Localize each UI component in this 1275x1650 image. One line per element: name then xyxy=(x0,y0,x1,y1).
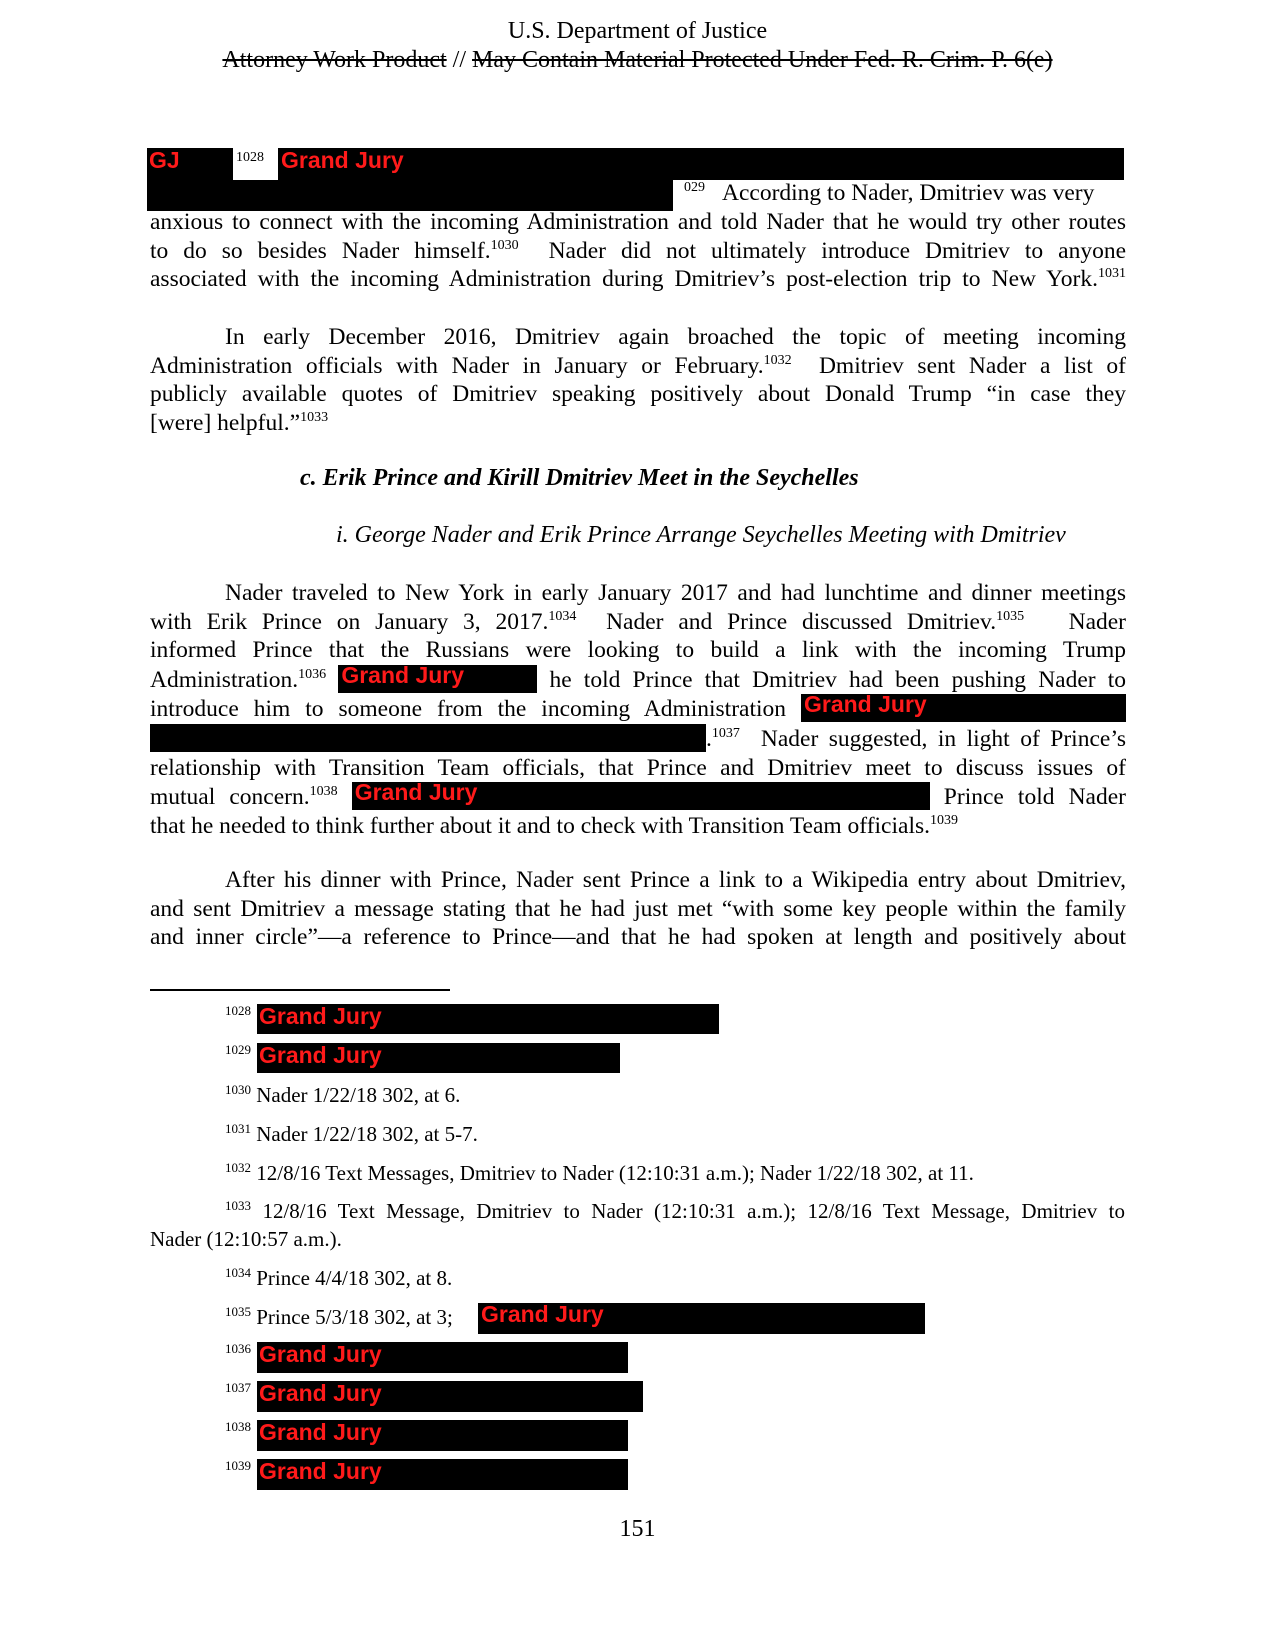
subsection-heading: i. George Nader and Erik Prince Arrange Seychelles Meeting with Dmitriev xyxy=(336,522,1066,548)
header-agency: U.S. Department of Justice xyxy=(507,18,768,44)
body-text: According to Nader, Dmitriev was very xyxy=(722,180,1095,206)
redaction-label: Grand Jury xyxy=(259,1458,382,1484)
redaction-block xyxy=(147,180,673,211)
redaction-block xyxy=(278,148,1124,180)
body-line: to do so besides Nader himself.$^{1030}$ Nader did not ultimately introduce Dmitriev to anyone xyxy=(150,237,1126,264)
header-marking xyxy=(0,46,1275,74)
body-line: relationship with Transition Team officials, that Prince and Dmitriev meet to discuss issues of xyxy=(150,754,1126,781)
redaction-label: Grand Jury xyxy=(259,1003,382,1029)
page-number: 151 xyxy=(619,1516,656,1542)
redaction-label: Grand Jury xyxy=(259,1341,382,1367)
body-line: anxious to connect with the incoming Administration and told Nader that he would try other routes xyxy=(150,209,1126,235)
footnote-number: 1029 xyxy=(225,1042,251,1057)
body-line: .$^{1037}$ Nader suggested, in light of Prince’s xyxy=(150,724,1126,754)
redaction-block xyxy=(801,691,1126,722)
body-line: with Erik Prince on January 3, 2017.$^{1034}$ Nader and Prince discussed Dmitriev.$^{1035}$ Nader xyxy=(150,608,1127,635)
footnote: $^{1033}$ 12/8/16 Text Message, Dmitriev to Nader (12:10:31 a.m.); 12/8/16 Text Message, Dmitriev to xyxy=(225,1198,1125,1223)
paragraph-4 xyxy=(150,866,1126,952)
footnote-number: 1038 xyxy=(225,1419,251,1434)
body-line: After his dinner with Prince, Nader sent Prince a link to a Wikipedia entry about Dmitriev, xyxy=(225,867,1126,893)
body-line: introduce him to someone from the incoming Administration Grand Jury xyxy=(150,694,1126,724)
redaction-block xyxy=(338,661,537,693)
footnote: $^{1030}$ Nader 1/22/18 302, at 6. xyxy=(225,1082,461,1107)
footnote-ref: 029 xyxy=(684,180,705,195)
redaction-block xyxy=(352,779,930,810)
body-line: and sent Dmitriev a message stating that he had just met “with some key people within the family xyxy=(150,895,1126,922)
redaction-label: Grand Jury xyxy=(259,1380,382,1406)
footnote-ref: 1028 xyxy=(236,150,264,165)
body-line: Nader traveled to New York in early January 2017 and had lunchtime and dinner meetings xyxy=(225,580,1126,606)
footnote-number: 1037 xyxy=(225,1380,251,1395)
redaction-label: Grand Jury xyxy=(804,691,927,718)
footnote-number: 1036 xyxy=(225,1341,251,1356)
redaction-block xyxy=(150,724,706,752)
body-line: and inner circle”—a reference to Prince—and that he had spoken at length and positively about xyxy=(150,924,1126,951)
redaction-label: GJ xyxy=(149,147,180,173)
redaction-label: Grand Jury xyxy=(354,779,478,806)
body-line: [were] helpful.”$^{1033}$ xyxy=(150,409,329,436)
footnote: $^{1032}$ 12/8/16 Text Messages, Dmitriev to Nader (12:10:31 a.m.); Nader 1/22/18 302, at 11. xyxy=(225,1160,974,1185)
footnote: $^{1035}$ Prince 5/3/18 302, at 3; xyxy=(225,1304,453,1329)
paragraph-1 xyxy=(150,208,1126,294)
footnote-separator xyxy=(150,989,450,991)
body-line: publicly available quotes of Dmitriev speaking positively about Donald Trump “in case they xyxy=(150,381,1126,408)
section-heading: c. Erik Prince and Kirill Dmitriev Meet in the Seychelles xyxy=(300,465,859,491)
body-line: In early December 2016, Dmitriev again broached the topic of meeting incoming xyxy=(225,324,1126,350)
footnote: $^{1031}$ Nader 1/22/18 302, at 5-7. xyxy=(225,1121,478,1146)
footnote-number: 1028 xyxy=(225,1003,251,1018)
body-line: informed Prince that the Russians were looking to build a link with the incoming Trump xyxy=(150,637,1126,664)
body-line: Administration officials with Nader in January or February.$^{1032}$ Dmitriev sent Nader a list of xyxy=(150,352,1126,379)
body-line: Administration.$^{1036}$ Grand Jury he told Prince that Dmitriev had been pushing Nader to xyxy=(150,661,1127,693)
header-marking-sep: // xyxy=(446,47,473,73)
paragraph-2 xyxy=(150,323,1126,437)
redaction-label: Grand Jury xyxy=(481,1301,604,1327)
body-line: mutual concern.$^{1038}$ Grand Jury Prince told Nader xyxy=(150,779,1126,811)
redaction-label: Grand Jury xyxy=(281,147,404,173)
header-marking-a: Attorney Work Product xyxy=(222,47,447,73)
footnote: $^{1034}$ Prince 4/4/18 302, at 8. xyxy=(225,1265,453,1290)
paragraph-3 xyxy=(150,579,1126,840)
footnote-number: 1039 xyxy=(225,1458,251,1473)
body-line: associated with the incoming Administration during Dmitriev’s post-election trip to New York.$^{1031}$ xyxy=(150,266,1126,293)
body-line: that he needed to think further about it and to check with Transition Team officials.$^{1039}$ xyxy=(150,812,958,839)
footnote-continuation: Nader (12:10:57 a.m.). xyxy=(150,1227,342,1251)
redaction-label: Grand Jury xyxy=(259,1042,382,1068)
redaction-label: Grand Jury xyxy=(259,1419,382,1445)
header-marking-b: May Contain Material Protected Under Fed. R. Crim. P. 6(e) xyxy=(472,47,1053,73)
redaction-label: Grand Jury xyxy=(341,661,465,688)
